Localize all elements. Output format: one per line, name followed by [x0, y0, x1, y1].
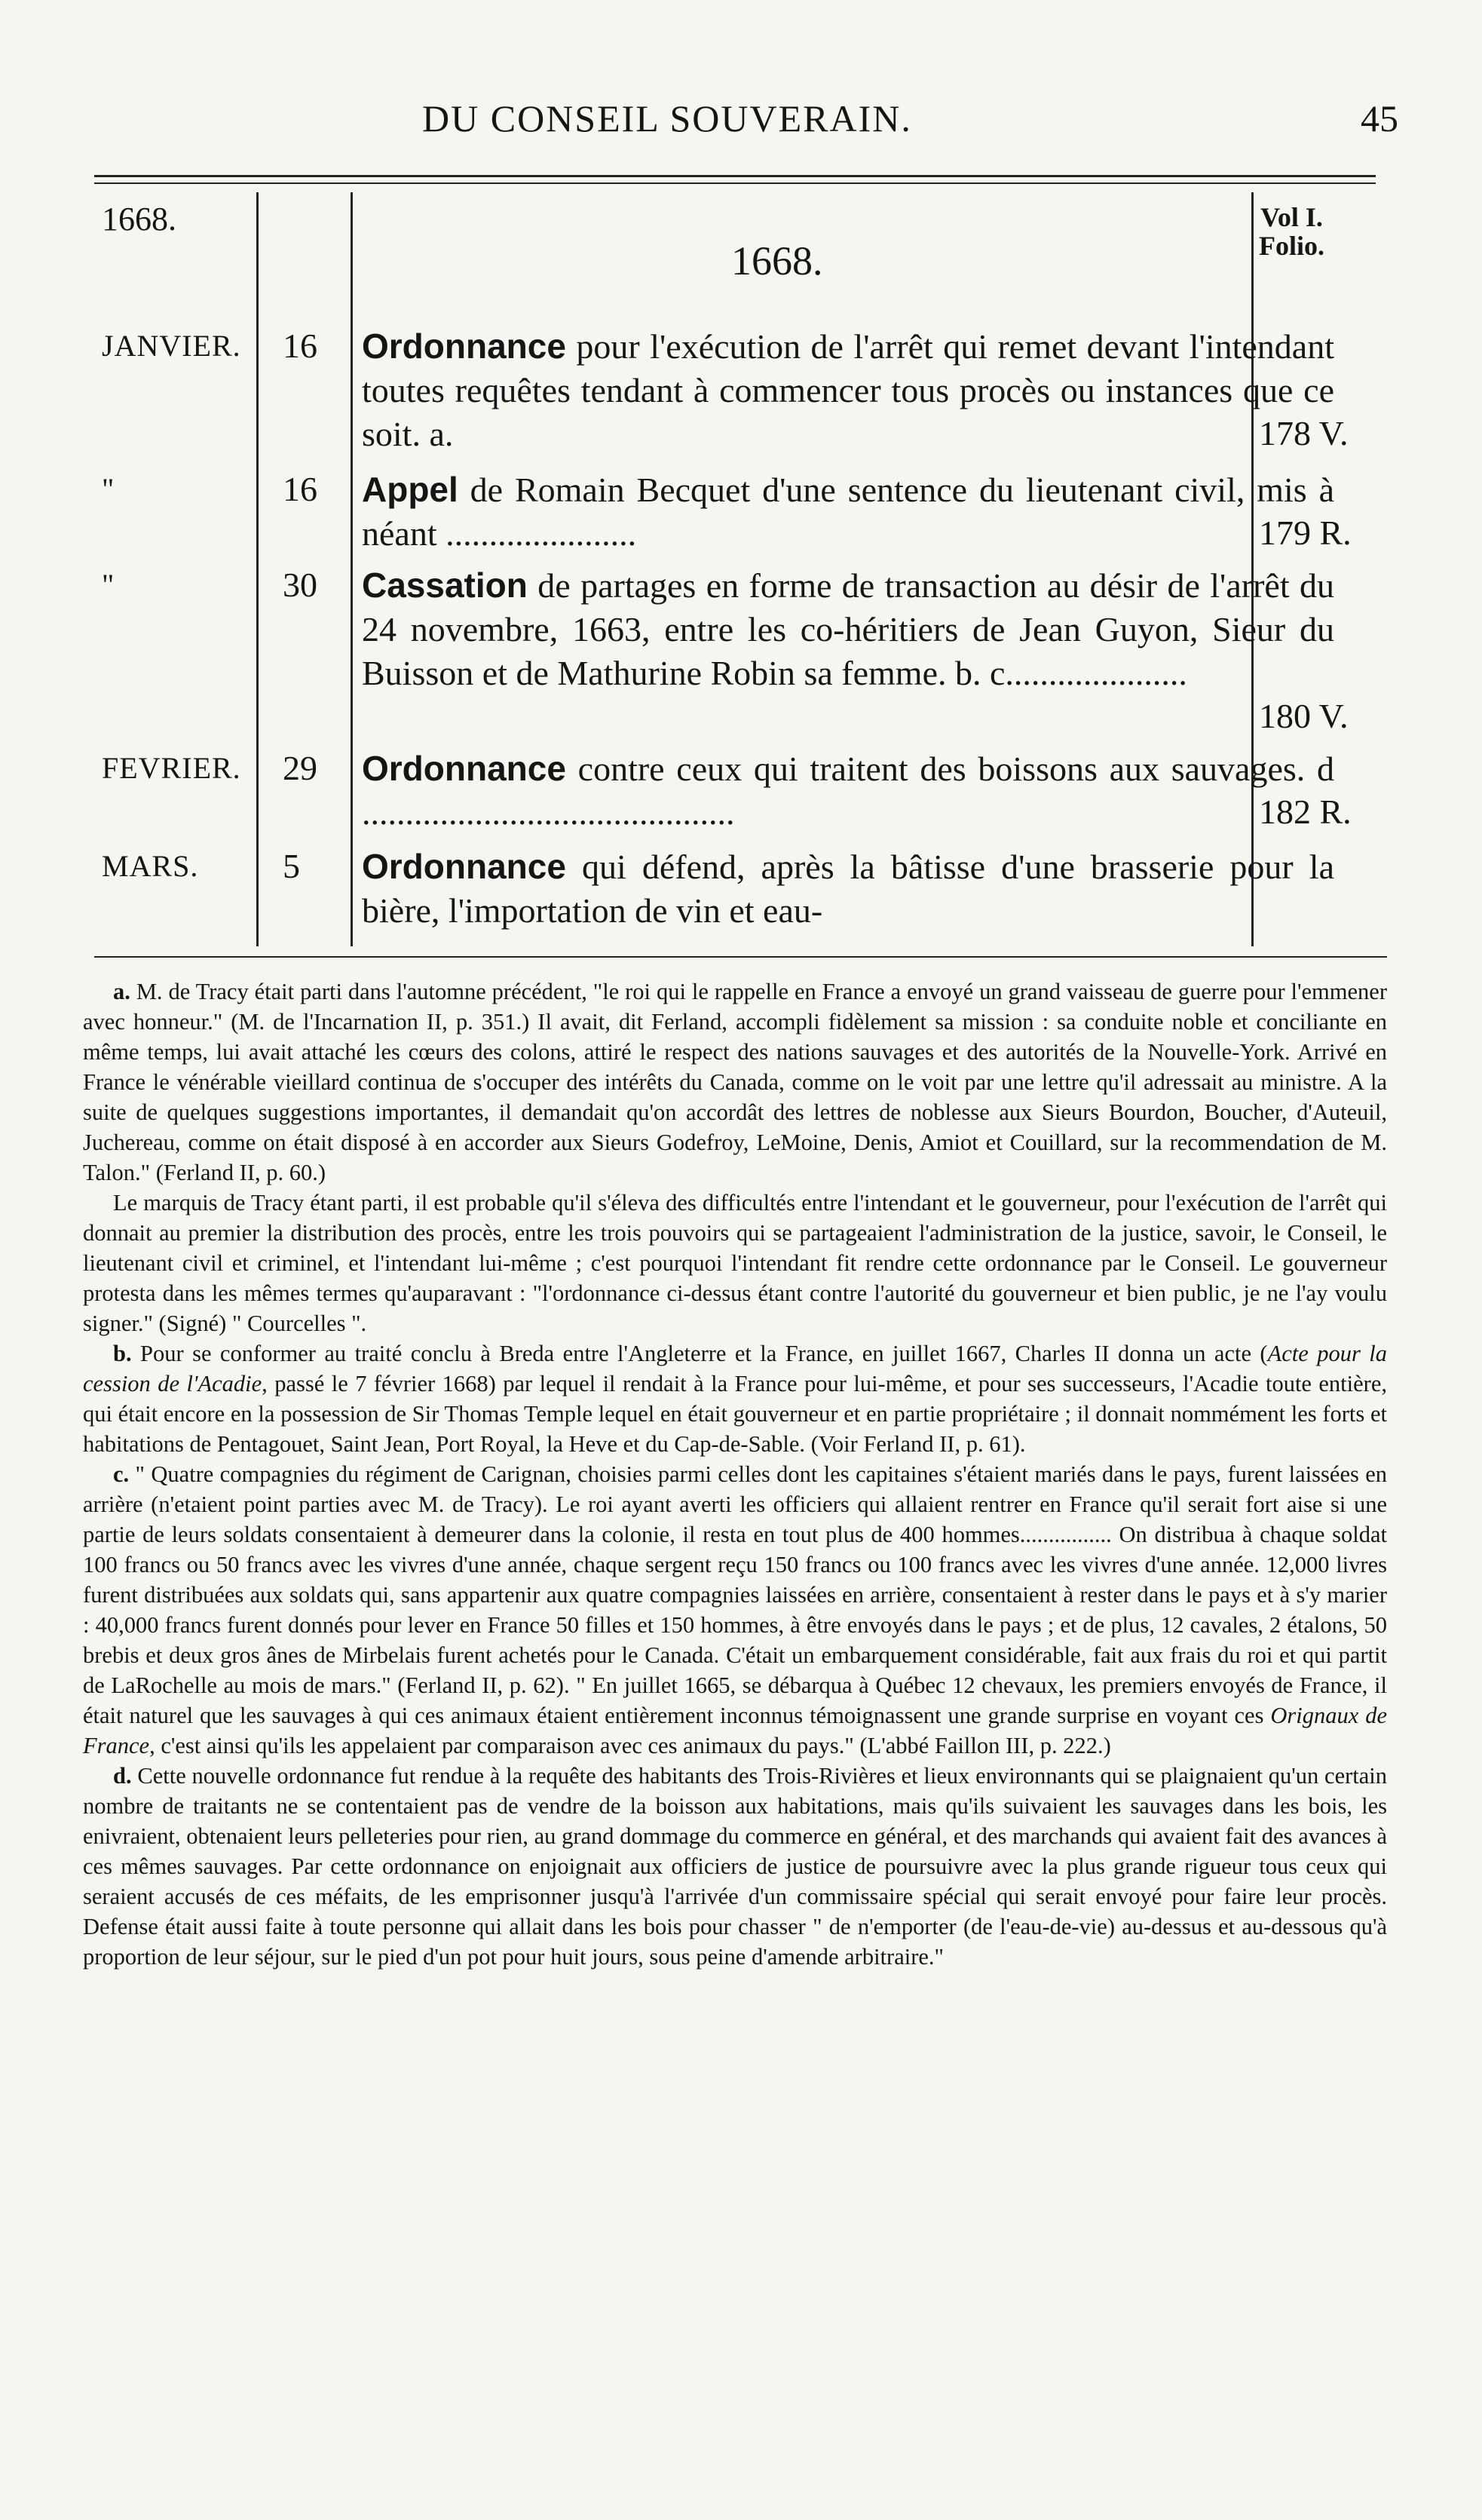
- footnote-text: Cette nouvelle ordonnance fut rendue à la requête des habitants des Trois-Rivières et lieux environnants qui se plaignaient qu'un certain nombre de traitants ne se contentaient pas de vendre de la boisson aux habitations, mais qu'ils suivaient les sauvages dans les bois, les enivraient, obtenaient leurs pelleteries pour rien, au grand dommage du commerce en général, et des marchands qui avaient fait des avances à ces mêmes sauvages. Par cette ordonnance on enjoignait aux officiers de justice de poursuivre avec la plus grande rigueur tous ceux qui seraient accusés de ces méfaits, de les emprisonner jusqu'à l'arrivée d'un commissaire spécial qui serait envoyé pour faire leur procès. Defense était aussi faite à toute personne qui allait dans les bois pour chasser " de n'emporter (de l'eau-de-vie) au-dessus et au-dessous qu'à proportion de leur séjour, sur le pied d'un pot pour huit jours, sous peine d'amende arbitraire.": [83, 1763, 1387, 1970]
- entry-body: contre ceux qui traitent des boissons aux sauvages. d ...........................................: [362, 750, 1334, 832]
- column-divider-day: [351, 192, 353, 946]
- footnote-text: , passé le 7 février 1668) par lequel il rendait à la France pour lui-même, et pour ses successeurs, l'Acadie toute entière, qui était encore en la possession de Sir Thomas Temple lequel en était gouverneur et en partie propriétaire ; il donnait nommément les forts et habitations de Pentagouet, Saint Jean, Port Royal, la Heve et du Cap-de-Sable. (Voir Ferland II, p. 61).: [83, 1371, 1387, 1457]
- year-margin: 1668.: [102, 201, 176, 238]
- entry-text: [362, 324, 1334, 456]
- footnote-text: " Quatre compagnies du régiment de Carignan, choisies parmi celles dont les capitaines s'étaient mariés dans le pays, furent laissées en arrière (n'etaient point parties avec M. de Tracy). Le roi ayant averti les officiers qui allaient rentrer en France qu'il serait fort aise si une partie de leurs soldats consentaient à demeurer dans la colonie, il resta en tout plus de 400 hommes................ On distribua à chaque soldat 100 francs ou 50 francs avec les vivres d'une année, chaque sergent reçu 150 francs ou 100 francs avec les vivres d'une année. 12,000 livres furent distribuées aux soldats qui, sans appartenir aux quatre compagnies laissées en arrière, consentaient à rester dans le pays et à s'y marier : 40,000 francs furent donnés pour lever en France 50 filles et 150 hommes, à être envoyés dans le pays ; et de plus, 12 cavales, 2 étalons, 50 brebis et deux gros ânes de Mirbelais furent achetés pour le Canada. C'était un embarquement considérable, fait aux frais du roi et qui partit de LaRochelle au mois de mars." (Ferland II, p. 62). " En juillet 1665, se débarqua à Québec 12 chevaux, les premiers envoyés de France, il était naturel que les sauvages à qui ces animaux étaient entièrement inconnus témoignassent une grande surprise en voyant ces: [83, 1461, 1387, 1728]
- entry-text: [362, 746, 1334, 835]
- register-table: [94, 185, 1387, 954]
- entry-day: 29: [283, 749, 317, 787]
- entry-month: FEVRIER.: [102, 751, 241, 785]
- entry-text: [362, 845, 1334, 933]
- entry-day: 16: [283, 470, 317, 508]
- footnote-a-continued: [83, 1188, 1387, 1338]
- entry-lead: Ordonnance: [362, 749, 566, 788]
- header-rule-double: [94, 182, 1376, 184]
- footnote-italic: Orignaux de France: [83, 1703, 1387, 1758]
- footnote-marker: d.: [113, 1763, 132, 1789]
- entry-body: de Romain Becquet d'une sentence du lieutenant civil, mis à néant ......................: [362, 471, 1334, 553]
- entry-body: de partages en forme de transaction au désir de l'arrêt du 24 novembre, 1663, entre les co-héritiers de Jean Guyon, Sieur du Buisson et de Mathurine Robin sa femme. b. c.....................: [362, 566, 1335, 692]
- entry-month: ": [102, 568, 115, 602]
- folio-label: Folio.: [1259, 230, 1324, 261]
- footnote-d: [83, 1761, 1387, 1972]
- entry-lead: Ordonnance: [362, 847, 566, 886]
- footnote-b: [83, 1338, 1387, 1459]
- entry-month: JANVIER.: [102, 329, 241, 363]
- entry-text: [362, 563, 1334, 695]
- footnote-marker: c.: [113, 1461, 130, 1487]
- entry-day: 30: [283, 566, 317, 604]
- entry-body: qui défend, après la bâtisse d'une brasserie pour la bière, l'importation de vin et eau-: [362, 848, 1335, 930]
- running-head: DU CONSEIL SOUVERAIN.: [422, 97, 912, 139]
- volume-folio-heading: [1259, 204, 1324, 261]
- entry-lead: Appel: [362, 470, 458, 509]
- entry-folio: 178 V.: [1259, 414, 1349, 452]
- entry-text: [362, 468, 1334, 556]
- year-heading: 1668.: [731, 238, 823, 284]
- footnote-text: Pour se conformer au traité conclu à Breda entre l'Angleterre et la France, en juillet 1667, Charles II donna un acte (: [140, 1341, 1268, 1366]
- entry-lead: Cassation: [362, 566, 528, 605]
- page-number: 45: [1361, 97, 1398, 139]
- footnote-a: [83, 976, 1387, 1188]
- entry-month: ": [102, 472, 115, 506]
- footnote-italic: Acte pour la cession de l'Acadie: [83, 1341, 1387, 1396]
- footnote-text: M. de Tracy était parti dans l'automne précédent, "le roi qui le rappelle en France a envoyé un grand vaisseau de guerre pour l'emmener avec honneur." (M. de l'Incarnation II, p. 351.) Il avait, dit Ferland, accompli fidèlement sa mission : sa conduite noble et conciliante en même temps, lui avait attaché les cœurs des colons, attiré le respect des nations sauvages et des autorités de la Nouvelle-York. Arrivé en France le vénérable vieillard continua de s'occuper des intérêts du Canada, comme on le voit par une lettre qu'il adressait au ministre. A la suite de quelques suggestions importantes, il demandait qu'on accordât des lettres de noblesse aux Sieurs Bourdon, Boucher, d'Auteuil, Juchereau, comme on était disposé à en accorder aux Sieurs Godefroy, LeMoine, Denis, Amiot et Couillard, sur la recommendation de M. Talon." (Ferland II, p. 60.): [83, 979, 1387, 1185]
- footnote-c: [83, 1459, 1387, 1761]
- footnote-text: Le marquis de Tracy étant parti, il est probable qu'il s'éleva des difficultés entre l'intendant et le gouverneur, pour l'exécution de l'arrêt qui donnait au premier la distribution des procès, entre les trois pouvoirs qui se partageaient l'administration de la justice, savoir, le Conseil, le lieutenant civil et criminel, et l'intendant lui-même ; c'est pourquoi l'intendant fit rendre cette ordonnance par le Conseil. Le gouverneur protesta dans les mêmes termes qu'auparavant : "l'ordonnance ci-dessus étant contre l'autorité du gouverneur et bien public, je ne l'ay voulu signer." (Signé) " Courcelles ".: [83, 1190, 1387, 1336]
- column-divider-date: [256, 192, 259, 946]
- entry-body: pour l'exécution de l'arrêt qui remet devant l'intendant toutes requêtes tendant à commencer tous procès ou instances que ce soit. a.: [362, 327, 1335, 453]
- entry-lead: Ordonnance: [362, 326, 566, 366]
- entry-folio: 179 R.: [1259, 514, 1352, 552]
- footnote-marker: a.: [113, 979, 130, 1004]
- table-bottom-rule: [94, 956, 1387, 958]
- entry-folio: 180 V.: [1259, 697, 1349, 735]
- volume-label: Vol I.: [1260, 202, 1323, 232]
- entry-day: 16: [283, 326, 317, 365]
- entry-folio: 182 R.: [1259, 792, 1352, 831]
- footnotes: [83, 976, 1387, 1972]
- entry-day: 5: [283, 847, 300, 885]
- header-rule: [94, 175, 1376, 177]
- entry-month: MARS.: [102, 849, 199, 883]
- footnote-marker: b.: [113, 1341, 132, 1366]
- footnote-text: , c'est ainsi qu'ils les appelaient par comparaison avec ces animaux du pays." (L'abbé Faillon III, p. 222.): [149, 1733, 1111, 1758]
